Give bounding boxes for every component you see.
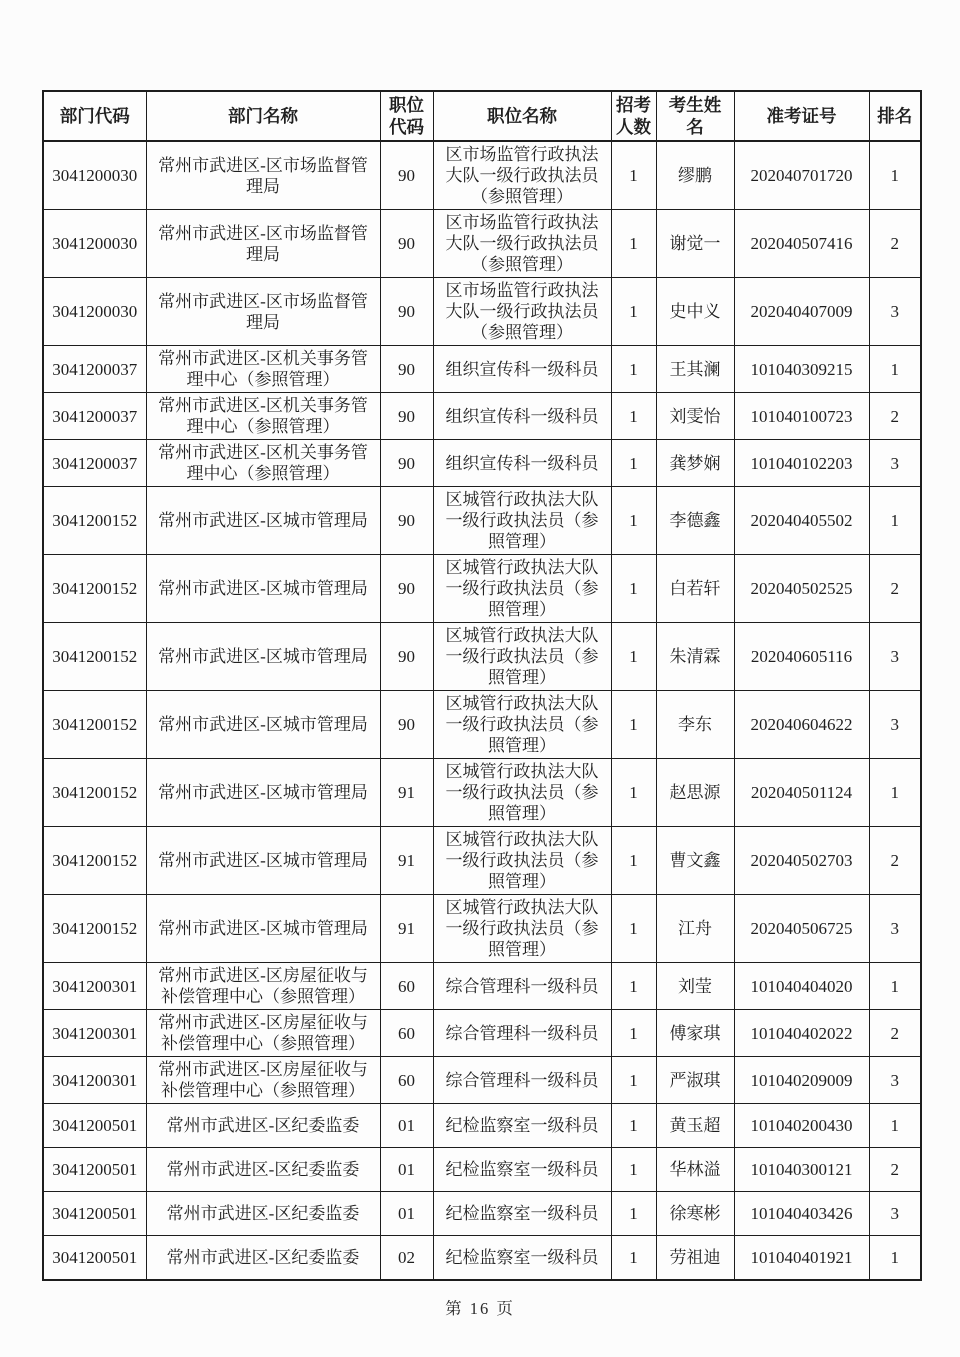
cell-pos_name: 区城管行政执法大队一级行政执法员（参照管理） bbox=[433, 759, 611, 827]
cell-pos_name: 区城管行政执法大队一级行政执法员（参照管理） bbox=[433, 555, 611, 623]
cell-candidate_name: 严淑琪 bbox=[656, 1057, 734, 1104]
cell-recruit_count: 1 bbox=[611, 691, 656, 759]
table-row bbox=[43, 1010, 921, 1057]
cell-dept_code: 3041200501 bbox=[43, 1236, 146, 1280]
cell-dept_name: 常州市武进区-区市场监督管理局 bbox=[146, 210, 380, 278]
cell-recruit_count: 1 bbox=[611, 1236, 656, 1280]
cell-candidate_name: 谢觉一 bbox=[656, 210, 734, 278]
page-number: 第 16 页 bbox=[445, 1299, 515, 1318]
col-header-ticket-no: 准考证号 bbox=[734, 91, 869, 141]
table-row bbox=[43, 1057, 921, 1104]
cell-rank: 2 bbox=[869, 1010, 921, 1057]
cell-dept_code: 3041200030 bbox=[43, 141, 146, 210]
cell-recruit_count: 1 bbox=[611, 278, 656, 346]
cell-dept_name: 常州市武进区-区城市管理局 bbox=[146, 759, 380, 827]
table-row bbox=[43, 141, 921, 210]
cell-dept_name: 常州市武进区-区城市管理局 bbox=[146, 487, 380, 555]
cell-recruit_count: 1 bbox=[611, 759, 656, 827]
cell-recruit_count: 1 bbox=[611, 963, 656, 1010]
cell-rank: 1 bbox=[869, 1104, 921, 1148]
cell-pos_name: 综合管理科一级科员 bbox=[433, 1057, 611, 1104]
cell-dept_name: 常州市武进区-区市场监督管理局 bbox=[146, 141, 380, 210]
cell-dept_name: 常州市武进区-区城市管理局 bbox=[146, 827, 380, 895]
table-row bbox=[43, 278, 921, 346]
cell-ticket_no: 202040407009 bbox=[734, 278, 869, 346]
cell-pos_code: 90 bbox=[380, 393, 433, 440]
cell-ticket_no: 101040401921 bbox=[734, 1236, 869, 1280]
cell-dept_code: 3041200501 bbox=[43, 1148, 146, 1192]
cell-rank: 2 bbox=[869, 210, 921, 278]
table-row bbox=[43, 487, 921, 555]
cell-pos_code: 60 bbox=[380, 1057, 433, 1104]
cell-rank: 2 bbox=[869, 393, 921, 440]
cell-ticket_no: 101040300121 bbox=[734, 1148, 869, 1192]
cell-dept_code: 3041200030 bbox=[43, 278, 146, 346]
cell-pos_name: 组织宣传科一级科员 bbox=[433, 393, 611, 440]
exam-results-table bbox=[42, 90, 922, 1281]
cell-pos_code: 01 bbox=[380, 1104, 433, 1148]
cell-candidate_name: 白若轩 bbox=[656, 555, 734, 623]
cell-dept_code: 3041200030 bbox=[43, 210, 146, 278]
cell-candidate_name: 朱清霖 bbox=[656, 623, 734, 691]
cell-candidate_name: 缪鹏 bbox=[656, 141, 734, 210]
cell-dept_code: 3041200152 bbox=[43, 555, 146, 623]
table-row bbox=[43, 346, 921, 393]
table-row bbox=[43, 759, 921, 827]
cell-dept_name: 常州市武进区-区房屋征收与补偿管理中心（参照管理） bbox=[146, 1010, 380, 1057]
table-row bbox=[43, 895, 921, 963]
cell-pos_code: 90 bbox=[380, 278, 433, 346]
cell-pos_code: 60 bbox=[380, 963, 433, 1010]
table-header bbox=[43, 91, 921, 141]
cell-pos_name: 区城管行政执法大队一级行政执法员（参照管理） bbox=[433, 623, 611, 691]
cell-rank: 1 bbox=[869, 487, 921, 555]
cell-dept_name: 常州市武进区-区市场监督管理局 bbox=[146, 278, 380, 346]
cell-ticket_no: 101040209009 bbox=[734, 1057, 869, 1104]
cell-rank: 2 bbox=[869, 827, 921, 895]
cell-recruit_count: 1 bbox=[611, 346, 656, 393]
table-row bbox=[43, 440, 921, 487]
table-row bbox=[43, 555, 921, 623]
cell-recruit_count: 1 bbox=[611, 1192, 656, 1236]
cell-rank: 1 bbox=[869, 346, 921, 393]
cell-dept_code: 3041200301 bbox=[43, 1057, 146, 1104]
col-header-dept-code: 部门代码 bbox=[43, 91, 146, 141]
cell-pos_code: 60 bbox=[380, 1010, 433, 1057]
table-row bbox=[43, 1148, 921, 1192]
cell-recruit_count: 1 bbox=[611, 555, 656, 623]
header-row bbox=[43, 91, 921, 141]
cell-candidate_name: 李东 bbox=[656, 691, 734, 759]
cell-rank: 2 bbox=[869, 555, 921, 623]
cell-pos_name: 纪检监察室一级科员 bbox=[433, 1104, 611, 1148]
cell-rank: 1 bbox=[869, 963, 921, 1010]
cell-recruit_count: 1 bbox=[611, 827, 656, 895]
cell-pos_name: 区城管行政执法大队一级行政执法员（参照管理） bbox=[433, 487, 611, 555]
cell-dept_code: 3041200037 bbox=[43, 393, 146, 440]
cell-pos_name: 区市场监管行政执法大队一级行政执法员（参照管理） bbox=[433, 210, 611, 278]
col-header-recruit-count: 招考人数 bbox=[611, 91, 656, 141]
cell-pos_code: 90 bbox=[380, 210, 433, 278]
cell-dept_code: 3041200152 bbox=[43, 759, 146, 827]
cell-candidate_name: 劳祖迪 bbox=[656, 1236, 734, 1280]
cell-pos_name: 纪检监察室一级科员 bbox=[433, 1192, 611, 1236]
cell-candidate_name: 曹文鑫 bbox=[656, 827, 734, 895]
cell-ticket_no: 202040701720 bbox=[734, 141, 869, 210]
cell-dept_code: 3041200152 bbox=[43, 487, 146, 555]
cell-candidate_name: 刘雯怡 bbox=[656, 393, 734, 440]
table-row bbox=[43, 393, 921, 440]
cell-candidate_name: 刘莹 bbox=[656, 963, 734, 1010]
table-row bbox=[43, 1236, 921, 1280]
cell-pos_code: 91 bbox=[380, 895, 433, 963]
cell-dept_name: 常州市武进区-区纪委监委 bbox=[146, 1236, 380, 1280]
cell-rank: 1 bbox=[869, 141, 921, 210]
cell-dept_code: 3041200152 bbox=[43, 623, 146, 691]
cell-pos_code: 90 bbox=[380, 141, 433, 210]
cell-pos_code: 91 bbox=[380, 827, 433, 895]
cell-ticket_no: 202040405502 bbox=[734, 487, 869, 555]
cell-pos_code: 01 bbox=[380, 1148, 433, 1192]
cell-pos_name: 综合管理科一级科员 bbox=[433, 963, 611, 1010]
cell-recruit_count: 1 bbox=[611, 1148, 656, 1192]
cell-recruit_count: 1 bbox=[611, 623, 656, 691]
cell-candidate_name: 王其澜 bbox=[656, 346, 734, 393]
cell-recruit_count: 1 bbox=[611, 1104, 656, 1148]
cell-pos_name: 区城管行政执法大队一级行政执法员（参照管理） bbox=[433, 827, 611, 895]
cell-rank: 1 bbox=[869, 759, 921, 827]
cell-rank: 3 bbox=[869, 440, 921, 487]
cell-ticket_no: 202040501124 bbox=[734, 759, 869, 827]
table-row bbox=[43, 1104, 921, 1148]
cell-pos_name: 纪检监察室一级科员 bbox=[433, 1148, 611, 1192]
cell-ticket_no: 202040604622 bbox=[734, 691, 869, 759]
cell-pos_name: 区市场监管行政执法大队一级行政执法员（参照管理） bbox=[433, 141, 611, 210]
cell-ticket_no: 101040200430 bbox=[734, 1104, 869, 1148]
cell-pos_code: 91 bbox=[380, 759, 433, 827]
cell-rank: 1 bbox=[869, 1236, 921, 1280]
cell-rank: 3 bbox=[869, 1192, 921, 1236]
cell-rank: 3 bbox=[869, 623, 921, 691]
cell-pos_code: 01 bbox=[380, 1192, 433, 1236]
cell-ticket_no: 202040506725 bbox=[734, 895, 869, 963]
cell-candidate_name: 傅家琪 bbox=[656, 1010, 734, 1057]
cell-candidate_name: 江舟 bbox=[656, 895, 734, 963]
cell-rank: 3 bbox=[869, 1057, 921, 1104]
cell-ticket_no: 101040309215 bbox=[734, 346, 869, 393]
table-row bbox=[43, 1192, 921, 1236]
cell-dept_name: 常州市武进区-区纪委监委 bbox=[146, 1192, 380, 1236]
cell-rank: 3 bbox=[869, 691, 921, 759]
cell-pos_name: 区城管行政执法大队一级行政执法员（参照管理） bbox=[433, 895, 611, 963]
cell-recruit_count: 1 bbox=[611, 1010, 656, 1057]
cell-rank: 3 bbox=[869, 895, 921, 963]
table-body bbox=[43, 141, 921, 1280]
cell-dept_code: 3041200501 bbox=[43, 1192, 146, 1236]
cell-candidate_name: 李德鑫 bbox=[656, 487, 734, 555]
cell-recruit_count: 1 bbox=[611, 393, 656, 440]
cell-dept_name: 常州市武进区-区机关事务管理中心（参照管理） bbox=[146, 393, 380, 440]
cell-pos_code: 90 bbox=[380, 555, 433, 623]
cell-ticket_no: 101040404020 bbox=[734, 963, 869, 1010]
cell-dept_code: 3041200501 bbox=[43, 1104, 146, 1148]
cell-candidate_name: 史中义 bbox=[656, 278, 734, 346]
cell-dept_code: 3041200037 bbox=[43, 346, 146, 393]
cell-pos_code: 90 bbox=[380, 623, 433, 691]
document-sheet bbox=[42, 90, 920, 1281]
cell-pos_code: 90 bbox=[380, 487, 433, 555]
cell-dept_name: 常州市武进区-区机关事务管理中心（参照管理） bbox=[146, 440, 380, 487]
cell-candidate_name: 龚梦娴 bbox=[656, 440, 734, 487]
cell-dept_code: 3041200152 bbox=[43, 895, 146, 963]
col-header-rank: 排名 bbox=[869, 91, 921, 141]
cell-pos_code: 90 bbox=[380, 440, 433, 487]
cell-recruit_count: 1 bbox=[611, 1057, 656, 1104]
cell-rank: 2 bbox=[869, 1148, 921, 1192]
cell-dept_name: 常州市武进区-区城市管理局 bbox=[146, 691, 380, 759]
table-row bbox=[43, 963, 921, 1010]
cell-ticket_no: 202040507416 bbox=[734, 210, 869, 278]
cell-recruit_count: 1 bbox=[611, 487, 656, 555]
cell-ticket_no: 101040102203 bbox=[734, 440, 869, 487]
cell-recruit_count: 1 bbox=[611, 895, 656, 963]
cell-ticket_no: 202040502525 bbox=[734, 555, 869, 623]
cell-dept_name: 常州市武进区-区纪委监委 bbox=[146, 1104, 380, 1148]
cell-dept_code: 3041200301 bbox=[43, 1010, 146, 1057]
cell-rank: 3 bbox=[869, 278, 921, 346]
cell-ticket_no: 202040605116 bbox=[734, 623, 869, 691]
cell-pos_code: 02 bbox=[380, 1236, 433, 1280]
col-header-candidate-name: 考生姓名 bbox=[656, 91, 734, 141]
table-row bbox=[43, 210, 921, 278]
cell-candidate_name: 华林溢 bbox=[656, 1148, 734, 1192]
cell-pos_name: 组织宣传科一级科员 bbox=[433, 346, 611, 393]
cell-ticket_no: 101040402022 bbox=[734, 1010, 869, 1057]
cell-ticket_no: 101040100723 bbox=[734, 393, 869, 440]
cell-dept_name: 常州市武进区-区纪委监委 bbox=[146, 1148, 380, 1192]
cell-dept_code: 3041200301 bbox=[43, 963, 146, 1010]
cell-recruit_count: 1 bbox=[611, 440, 656, 487]
cell-dept_code: 3041200152 bbox=[43, 691, 146, 759]
cell-dept_name: 常州市武进区-区房屋征收与补偿管理中心（参照管理） bbox=[146, 1057, 380, 1104]
cell-ticket_no: 101040403426 bbox=[734, 1192, 869, 1236]
table-row bbox=[43, 827, 921, 895]
cell-dept_name: 常州市武进区-区城市管理局 bbox=[146, 555, 380, 623]
table-row bbox=[43, 691, 921, 759]
col-header-dept-name: 部门名称 bbox=[146, 91, 380, 141]
cell-dept_name: 常州市武进区-区机关事务管理中心（参照管理） bbox=[146, 346, 380, 393]
cell-recruit_count: 1 bbox=[611, 210, 656, 278]
cell-ticket_no: 202040502703 bbox=[734, 827, 869, 895]
cell-pos_name: 综合管理科一级科员 bbox=[433, 1010, 611, 1057]
cell-pos_name: 区城管行政执法大队一级行政执法员（参照管理） bbox=[433, 691, 611, 759]
cell-dept_name: 常州市武进区-区城市管理局 bbox=[146, 895, 380, 963]
cell-dept_code: 3041200037 bbox=[43, 440, 146, 487]
cell-candidate_name: 赵思源 bbox=[656, 759, 734, 827]
cell-pos_code: 90 bbox=[380, 346, 433, 393]
col-header-pos-name: 职位名称 bbox=[433, 91, 611, 141]
cell-dept_name: 常州市武进区-区房屋征收与补偿管理中心（参照管理） bbox=[146, 963, 380, 1010]
cell-recruit_count: 1 bbox=[611, 141, 656, 210]
cell-pos_name: 纪检监察室一级科员 bbox=[433, 1236, 611, 1280]
cell-pos_code: 90 bbox=[380, 691, 433, 759]
cell-dept_name: 常州市武进区-区城市管理局 bbox=[146, 623, 380, 691]
cell-pos_name: 组织宣传科一级科员 bbox=[433, 440, 611, 487]
cell-candidate_name: 徐寒彬 bbox=[656, 1192, 734, 1236]
cell-dept_code: 3041200152 bbox=[43, 827, 146, 895]
cell-candidate_name: 黄玉超 bbox=[656, 1104, 734, 1148]
table-row bbox=[43, 623, 921, 691]
cell-pos_name: 区市场监管行政执法大队一级行政执法员（参照管理） bbox=[433, 278, 611, 346]
col-header-pos-code: 职位代码 bbox=[380, 91, 433, 141]
